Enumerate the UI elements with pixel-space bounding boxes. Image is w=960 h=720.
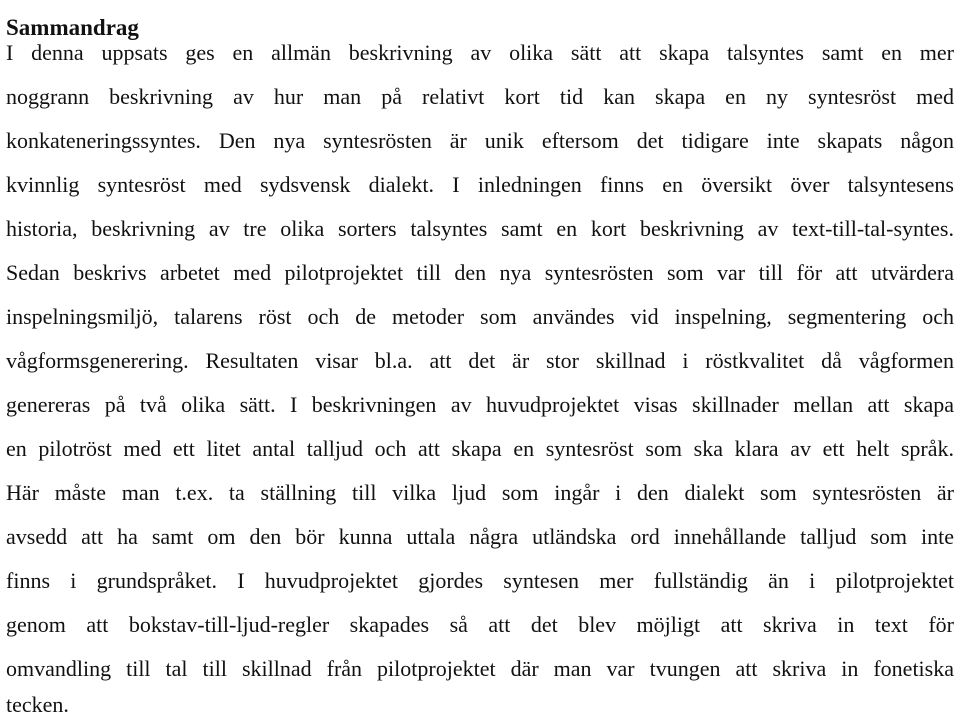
text-line: kvinnlig syntesröst med sydsvensk dialekt. I inledningen finns en översikt över talsyntesens (6, 172, 954, 197)
text-line-last: tecken. (6, 692, 69, 717)
section-heading: Sammandrag (6, 15, 139, 41)
text-line: inspelningsmiljö, talarens röst och de metoder som användes vid inspelning, segmentering och (6, 304, 954, 329)
text-line: genom att bokstav-till-ljud-regler skapades så att det blev möjligt att skriva in text för (6, 612, 954, 637)
text-line: historia, beskrivning av tre olika sorters talsyntes samt en kort beskrivning av text-till-tal-syntes. (6, 216, 954, 241)
text-line: konkateneringssyntes. Den nya syntesrösten är unik eftersom det tidigare inte skapats någon (6, 128, 954, 153)
text-line: I denna uppsats ges en allmän beskrivning av olika sätt att skapa talsyntes samt en mer (6, 40, 954, 65)
text-line: vågformsgenerering. Resultaten visar bl.a. att det är stor skillnad i röstkvalitet då vågformen (6, 348, 954, 373)
text-line: finns i grundspråket. I huvudprojektet gjordes syntesen mer fullständig än i pilotprojektet (6, 568, 954, 593)
text-line: en pilotröst med ett litet antal talljud och att skapa en syntesröst som ska klara av ett helt språk. (6, 436, 954, 461)
text-line: Sedan beskrivs arbetet med pilotprojektet till den nya syntesrösten som var till för att utvärdera (6, 260, 954, 285)
text-line: avsedd att ha samt om den bör kunna uttala några utländska ord innehållande talljud som inte (6, 524, 954, 549)
text-line: genereras på två olika sätt. I beskrivningen av huvudprojektet visas skillnader mellan att skapa (6, 392, 954, 417)
text-line: omvandling till tal till skillnad från pilotprojektet där man var tvungen att skriva in fonetiska (6, 656, 954, 681)
text-line: noggrann beskrivning av hur man på relativt kort tid kan skapa en ny syntesröst med (6, 84, 954, 109)
text-line: Här måste man t.ex. ta ställning till vilka ljud som ingår i den dialekt som syntesrösten är (6, 480, 954, 505)
